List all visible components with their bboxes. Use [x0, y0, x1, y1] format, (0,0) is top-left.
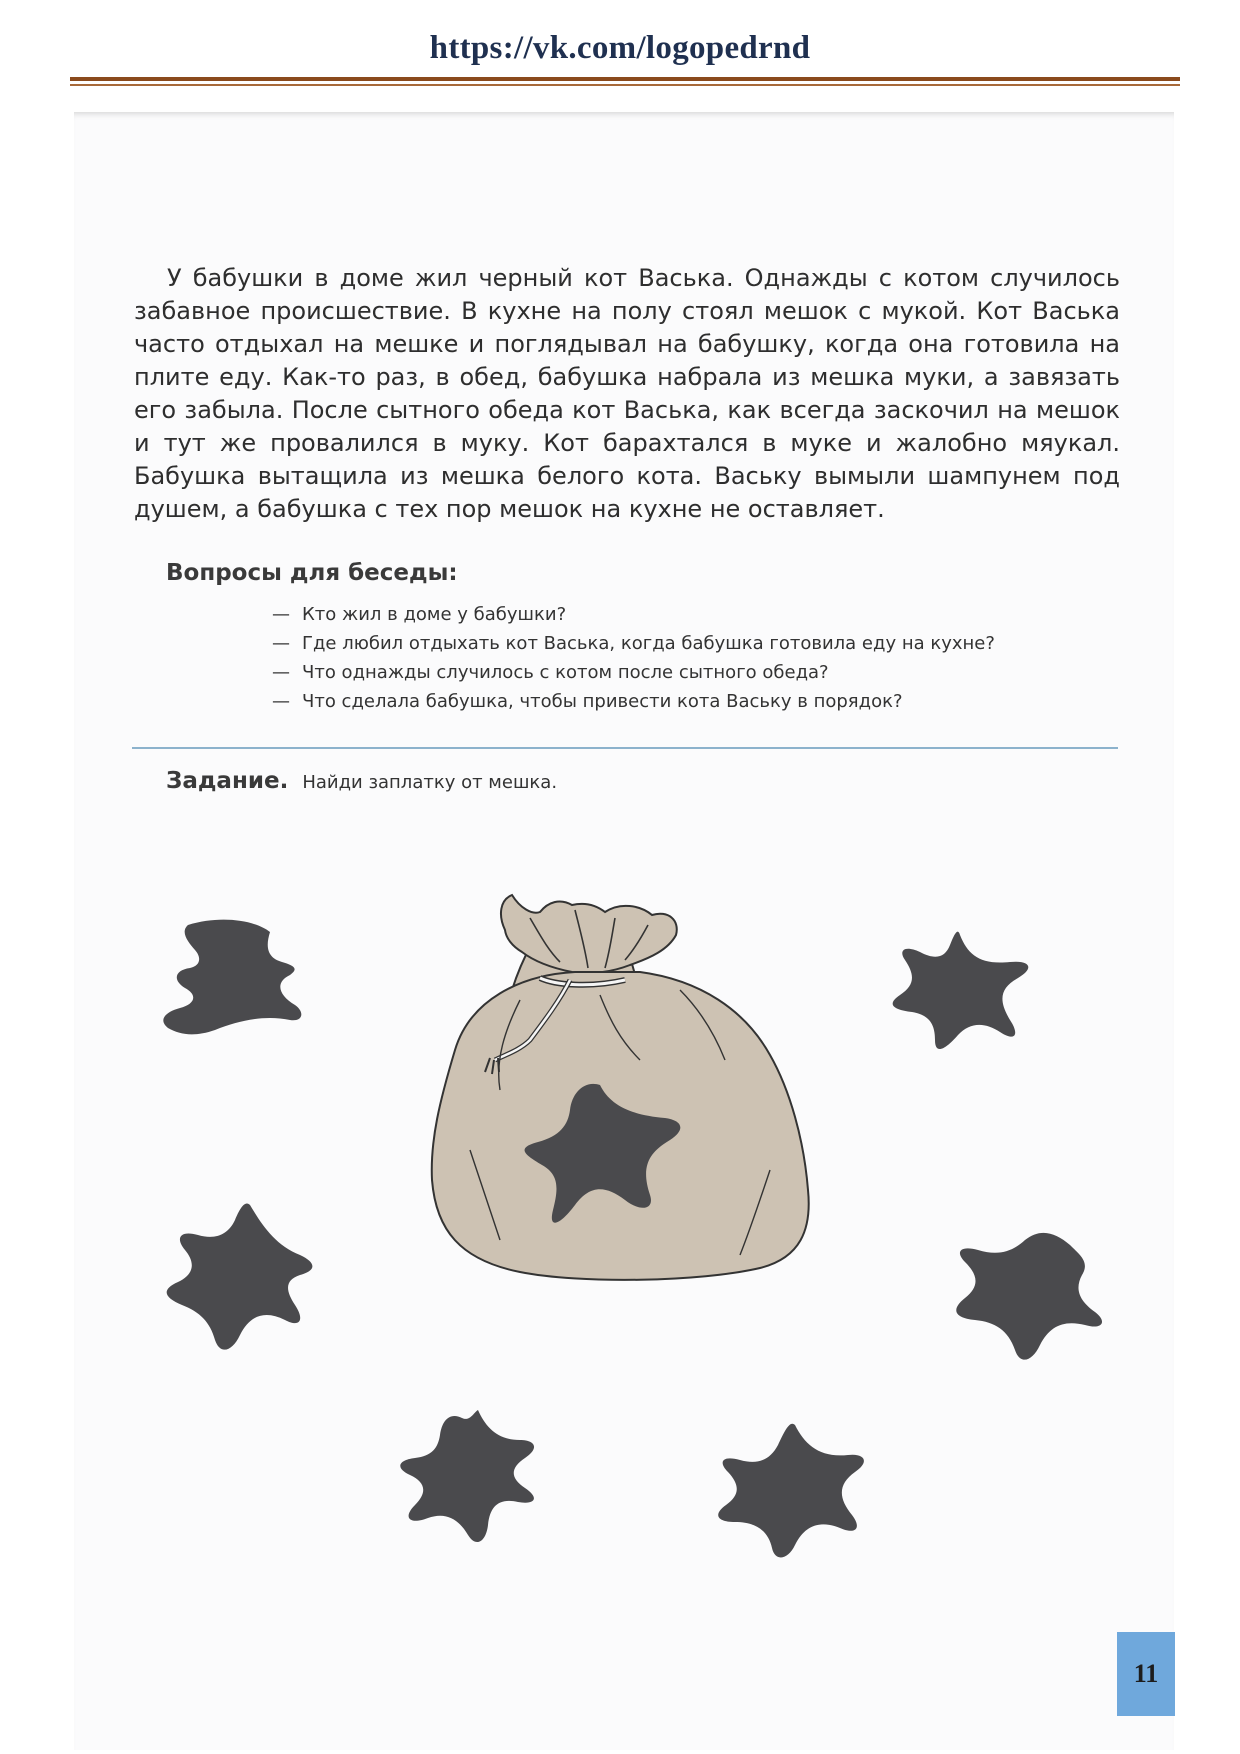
header-url[interactable]: https://vk.com/logopedrnd [429, 30, 811, 66]
patch-option-top-left[interactable] [163, 920, 301, 1035]
question-text: Что однажды случилось с котом после сытного обеда? [302, 662, 829, 683]
question-dash: — [272, 604, 290, 625]
story-text: У бабушки в доме жил черный кот Васька. Однажды с котом случилось забавное происшествие. В кухне на полу стоял мешок с мукой. Кот Васька часто отдыхал на мешке и поглядывал на бабушку, когда она готовила на плите еду. Как-то раз, в обед, бабушка набрала из мешка муки, а завязать его забыла. После сытного обеда кот Васька, как всегда заскочил на мешок и тут же провалился в муку. Кот барахтался в муке и жалобно мяукал. Бабушка вытащила из мешка белого кота. Ваську вымыли шампунем под душем, а бабушка с тех пор мешок на кухне не оставляет. [134, 264, 1120, 523]
patch-option-top-right[interactable] [893, 932, 1029, 1049]
task-label: Задание. [166, 768, 289, 794]
task-text: Найди заплатку от мешка. [302, 772, 558, 793]
question-text: Что сделала бабушка, чтобы привести кота Ваську в порядок? [302, 691, 903, 712]
question-text: Кто жил в доме у бабушки? [302, 604, 567, 625]
patch-option-bottom-right[interactable] [718, 1424, 864, 1558]
page-number: 11 [1133, 1659, 1159, 1688]
question-dash: — [272, 691, 290, 712]
patch-option-middle-right[interactable] [956, 1233, 1102, 1360]
questions-title: Вопросы для беседы: [166, 560, 458, 586]
question-text: Где любил отдыхать кот Васька, когда бабушка готовила еду на кухне? [302, 633, 995, 654]
patch-option-bottom-left[interactable] [400, 1410, 534, 1542]
question-dash: — [272, 662, 290, 683]
patch-option-middle-left[interactable] [167, 1203, 313, 1349]
page-number-box [1117, 1632, 1175, 1716]
question-dash: — [272, 633, 290, 654]
